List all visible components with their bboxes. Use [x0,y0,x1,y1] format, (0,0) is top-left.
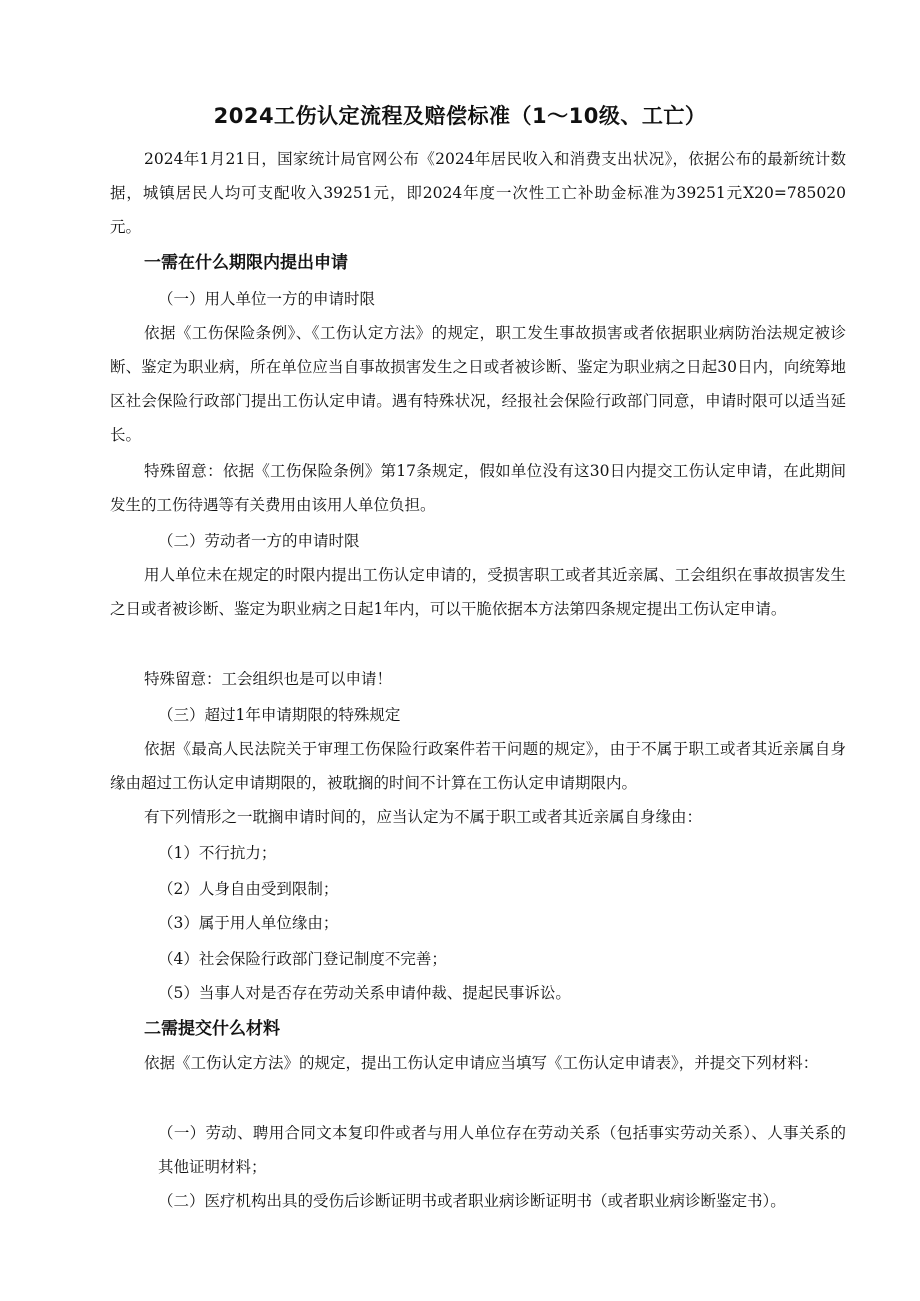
subsection-heading-1-1: （一）用人单位一方的申请时限 [158,290,376,308]
list-item: （4）社会保险行政部门登记制度不完善； [158,950,447,968]
section-heading-1: 一需在什么期限内提出申请 [144,253,348,273]
paragraph-1-1-a: 依据《工伤保险条例》、《工伤认定方法》的规定，职工发生事故损害或者依据职业病防治法规定被诊断、鉴定为职业病，所在单位应当自事故损害发生之日或者被诊断、鉴定为职业病之日起30日内，向统筹地区社会保险行政部门提出工伤认定申请。遇有特殊状况，经报社会保险行政部门同意，申请时限可以适当延长。 [110,324,846,444]
paragraph-2-a: 依据《工伤认定方法》的规定，提出工伤认定申请应当填写《工伤认定申请表》，并提交下列材料： [144,1054,819,1072]
paragraph-1-3-a: 依据《最高人民法院关于审理工伤保险行政案件若干问题的规定》，由于不属于职工或者其近亲属自身缘由超过工伤认定申请期限的，被耽搁的时间不计算在工伤认定申请期限内。 [110,740,846,792]
paragraph-1-2-b: 特殊留意：工会组织也是可以申请！ [144,670,393,688]
paragraph-1-3-b: 有下列情形之一耽搁申请时间的，应当认定为不属于职工或者其近亲属自身缘由： [144,808,703,826]
material-item-1: （一）劳动、聘用合同文本复印件或者与用人单位存在劳动关系（包括事实劳动关系）、人事关系的其他证明材料； [158,1124,846,1176]
material-item-2: （二）医疗机构出具的受伤后诊断证明书或者职业病诊断证明书（或者职业病诊断鉴定书）。 [158,1192,786,1210]
subsection-heading-1-2: （二）劳动者一方的申请时限 [158,532,360,550]
document-title: 2024工伤认定流程及赔偿标准（1〜10级、工亡） [213,104,707,128]
list-item: （5）当事人对是否存在劳动关系申请仲裁、提起民事诉讼。 [158,984,571,1002]
paragraph-1-2-a: 用人单位未在规定的时限内提出工伤认定申请的，受损害职工或者其近亲属、工会组织在事故损害发生之日或者被诊断、鉴定为职业病之日起1年内，可以干脆依据本方法第四条规定提出工伤认定申请。 [110,566,846,618]
section-heading-2: 二需提交什么材料 [144,1019,280,1039]
paragraph-1-1-b: 特殊留意：依据《工伤保险条例》第17条规定，假如单位没有这30日内提交工伤认定申请，在此期间发生的工伤待遇等有关费用由该用人单位负担。 [110,462,846,514]
list-item: （2）人身自由受到限制； [158,880,339,898]
list-item: （1）不行抗力； [158,844,277,862]
subsection-heading-1-3: （三）超过1年申请期限的特殊规定 [158,706,401,724]
intro-paragraph: 2024年1月21日，国家统计局官网公布《2024年居民收入和消费支出状况》，依据公布的最新统计数据，城镇居民人均可支配收入39251元，即2024年度一次性工亡补助金标准为39251元X20=785020元。 [110,150,846,236]
list-item: （3）属于用人单位缘由； [158,914,339,932]
